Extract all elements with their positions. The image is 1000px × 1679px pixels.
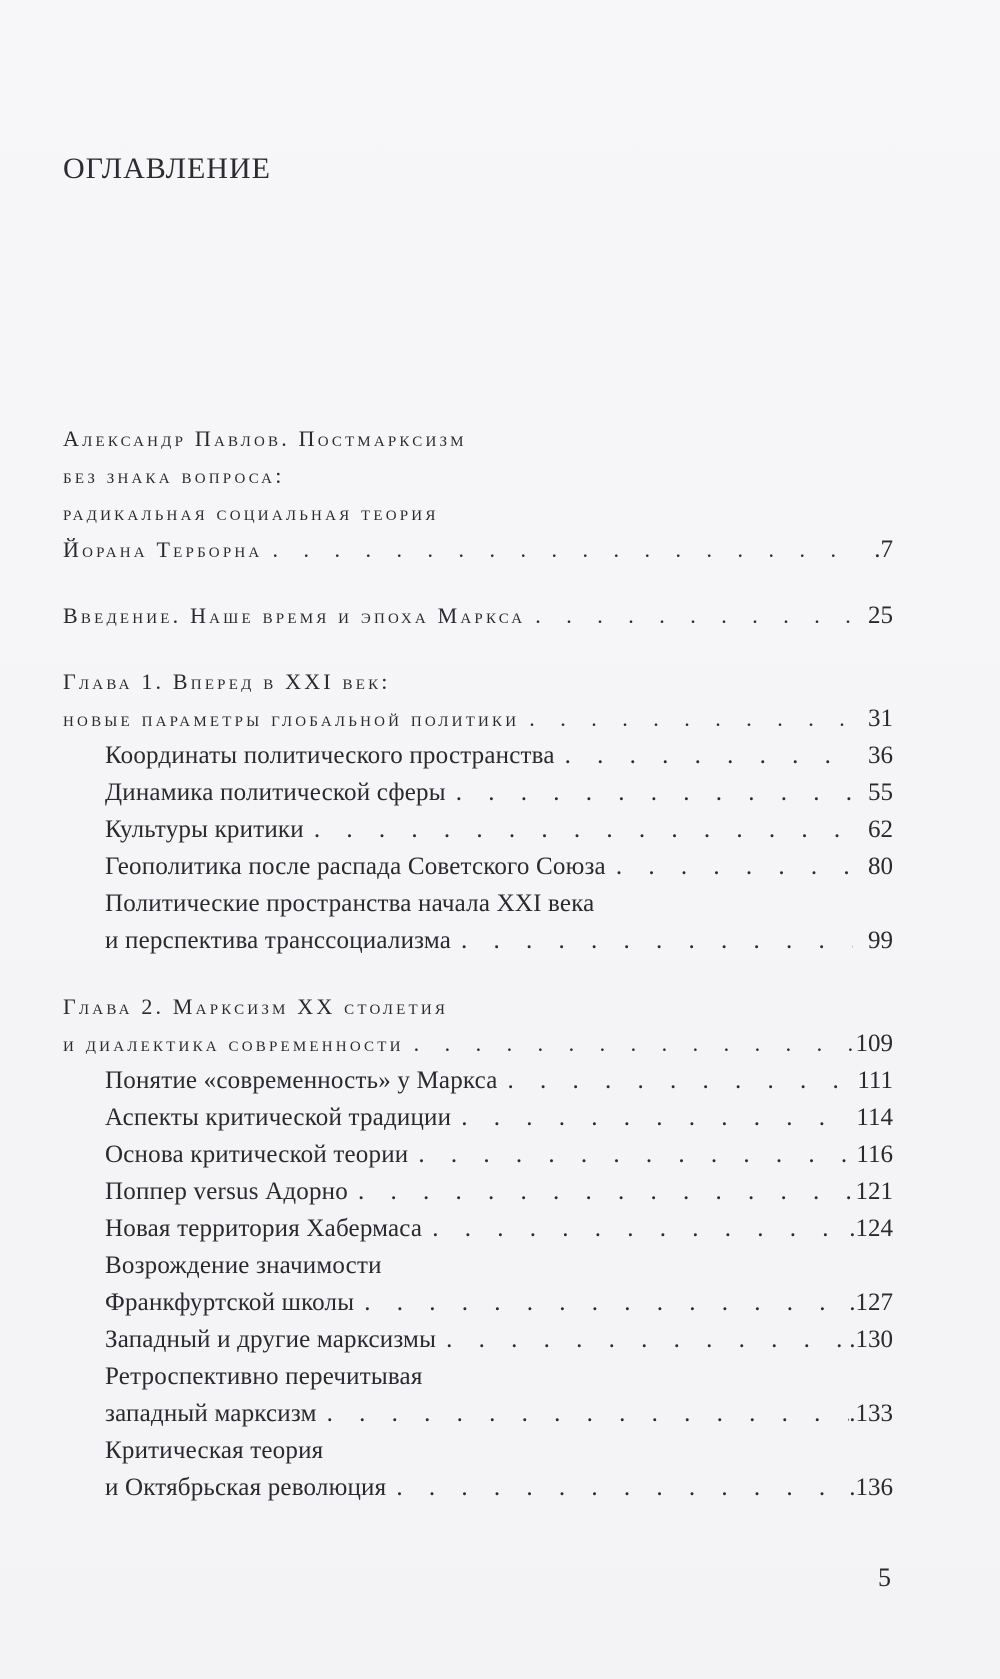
spacer xyxy=(63,634,893,663)
toc-entry-label: Введение. Наше время и эпоха Маркса xyxy=(63,603,526,628)
toc-entry-label: Критическая теория xyxy=(105,1437,324,1464)
spacer xyxy=(63,568,893,597)
toc-entry-chapter-2 xyxy=(63,988,893,1062)
toc-entry-label: Аспекты критической традиции xyxy=(105,1104,452,1131)
toc-entry-label: новые параметры глобальной политики xyxy=(63,706,520,731)
page-title: ОГЛАВЛЕНИЕ xyxy=(63,152,271,185)
toc-subentry xyxy=(63,1469,893,1506)
toc-subentry xyxy=(63,848,893,885)
toc-entry-label: Глава 2. Марксизм XX столетия xyxy=(63,994,449,1019)
toc-page-number: 109 xyxy=(855,1030,893,1057)
toc-entry-label: Йорана Терборна xyxy=(63,537,263,562)
toc-page-number: 31 xyxy=(868,705,893,732)
toc-line xyxy=(63,531,893,568)
toc-entry-introduction-article xyxy=(63,420,893,568)
toc-entry-label: без знака вопроса: xyxy=(63,463,285,488)
spacer xyxy=(63,959,893,988)
toc-subentry xyxy=(63,774,893,811)
toc-entry-label: Западный и другие марксизмы xyxy=(105,1326,437,1353)
toc-subentry xyxy=(63,1136,893,1173)
dot-leader xyxy=(606,848,853,885)
dot-leader xyxy=(519,700,853,737)
toc-page-number: .127 xyxy=(849,1289,893,1316)
dot-leader xyxy=(451,1099,853,1136)
table-of-contents xyxy=(63,420,893,1506)
toc-entry-label: Основа критической теории xyxy=(105,1141,409,1168)
toc-page-number: .124 xyxy=(849,1215,893,1242)
dot-leader xyxy=(498,1062,853,1099)
toc-subentry xyxy=(63,1284,893,1321)
toc-subentry xyxy=(63,1210,893,1247)
toc-entry-label: Геополитика после распада Советского Союза xyxy=(105,853,606,880)
toc-page-number: 111 xyxy=(857,1067,893,1094)
toc-page-number: 62 xyxy=(868,816,893,843)
toc-subentry xyxy=(63,737,893,774)
dot-leader xyxy=(525,597,853,634)
toc-subentry xyxy=(63,1247,893,1284)
toc-page-number: .130 xyxy=(849,1326,893,1353)
dot-leader xyxy=(446,774,853,811)
toc-entry-preface xyxy=(63,597,893,634)
toc-entry-label: Понятие «современность» у Маркса xyxy=(105,1067,498,1094)
toc-entry-chapter-1 xyxy=(63,663,893,737)
dot-leader xyxy=(404,1025,853,1062)
toc-entry-label: Франкфуртской школы xyxy=(105,1289,355,1316)
dot-leader xyxy=(354,1284,849,1321)
toc-line xyxy=(63,494,893,531)
toc-page-number: 36 xyxy=(868,742,893,769)
toc-subentry xyxy=(63,811,893,848)
dot-leader xyxy=(555,737,853,774)
dot-leader xyxy=(262,531,853,568)
toc-subentry xyxy=(63,1432,893,1469)
toc-subentry xyxy=(63,885,893,922)
toc-line xyxy=(63,457,893,494)
toc-entry-label: Возрождение значимости xyxy=(105,1252,382,1279)
toc-line xyxy=(63,663,893,700)
toc-page-number: 114 xyxy=(856,1104,893,1131)
toc-entry-label: радикальная социальная теория xyxy=(63,500,439,525)
toc-entry-label: Глава 1. Вперед в XXI век: xyxy=(63,669,391,694)
toc-line xyxy=(63,700,893,737)
page-number: 5 xyxy=(878,1563,891,1592)
toc-subentry xyxy=(63,1173,893,1210)
toc-subentry xyxy=(63,1321,893,1358)
toc-page-number: .136 xyxy=(849,1474,893,1501)
toc-page-number: 116 xyxy=(856,1141,893,1168)
toc-page-number: .7 xyxy=(874,536,893,563)
toc-page-number: 80 xyxy=(868,853,893,880)
toc-entry-label: Динамика политической сферы xyxy=(105,779,446,806)
toc-line xyxy=(63,988,893,1025)
toc-entry-label: западный марксизм xyxy=(105,1400,317,1427)
dot-leader xyxy=(317,1395,850,1432)
dot-leader xyxy=(408,1136,853,1173)
toc-page-number: 25 xyxy=(868,602,893,629)
toc-page-number: .133 xyxy=(849,1400,893,1427)
toc-subentry xyxy=(63,1395,893,1432)
toc-entry-label: Координаты политического пространства xyxy=(105,742,555,769)
toc-entry-label: Александр Павлов. Постмарксизм xyxy=(63,426,467,451)
toc-page-number: 55 xyxy=(868,779,893,806)
toc-entry-label: и Октябрьская революция xyxy=(105,1474,387,1501)
toc-subentry xyxy=(63,1062,893,1099)
toc-subentry xyxy=(63,922,893,959)
toc-line xyxy=(63,420,893,457)
toc-line xyxy=(63,1025,893,1062)
dot-leader xyxy=(386,1469,849,1506)
toc-page-number: 99 xyxy=(868,927,893,954)
dot-leader xyxy=(304,811,853,848)
toc-entry-label: Ретроспективно перечитывая xyxy=(105,1363,423,1390)
dot-leader xyxy=(348,1173,853,1210)
toc-entry-label: Политические пространства начала XXI века xyxy=(105,890,595,917)
toc-entry-label: Новая территория Хабермаса xyxy=(105,1215,423,1242)
toc-subentry xyxy=(63,1358,893,1395)
toc-line xyxy=(63,597,893,634)
toc-entry-label: и перспектива транссоциализма xyxy=(105,927,452,954)
toc-subentry xyxy=(63,1099,893,1136)
dot-leader xyxy=(436,1321,849,1358)
dot-leader xyxy=(451,922,853,959)
dot-leader xyxy=(422,1210,849,1247)
toc-entry-label: Культуры критики xyxy=(105,816,304,843)
toc-page-number: 121 xyxy=(855,1178,893,1205)
toc-entry-label: Поппер versus Адорно xyxy=(105,1178,348,1205)
toc-entry-label: и диалектика современности xyxy=(63,1031,404,1056)
